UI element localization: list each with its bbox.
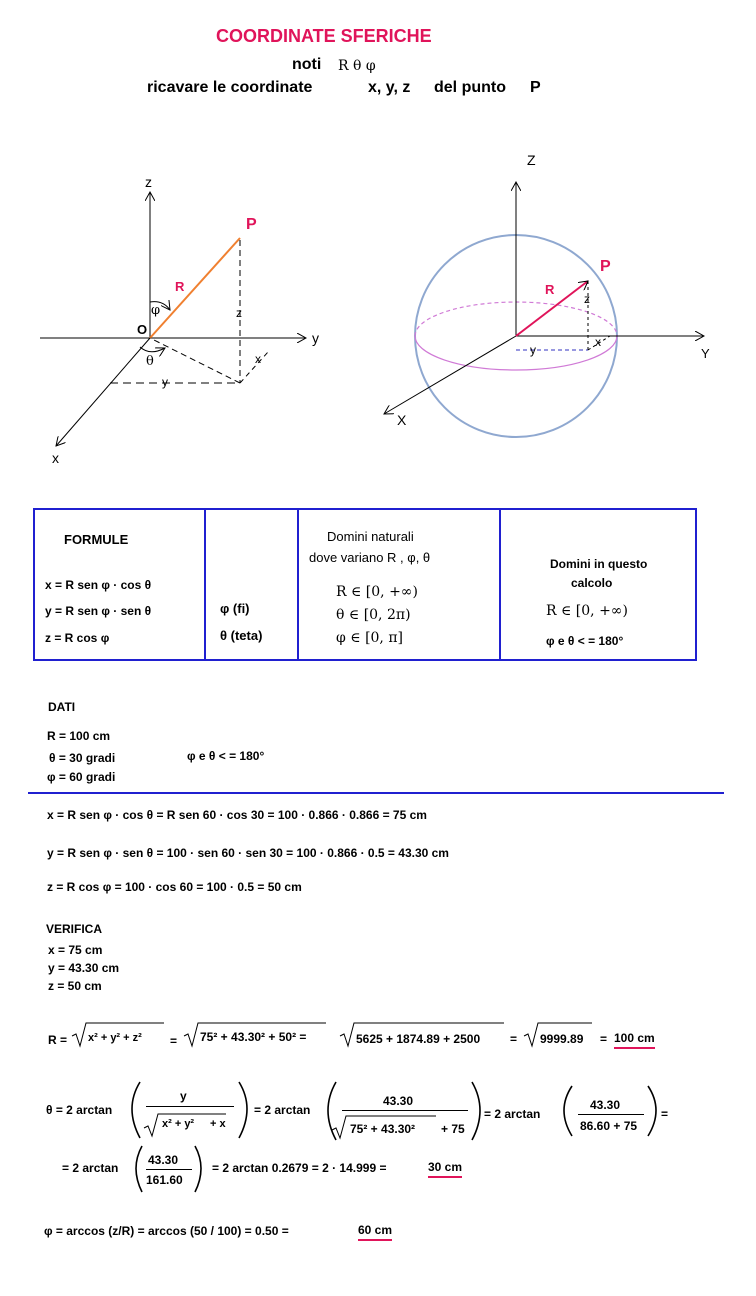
right-radius-label: R [545,282,555,297]
equator-front [415,336,617,370]
given-variables: R θ φ [338,58,376,74]
formula-y: y = R sen φ · sen θ [45,604,152,618]
verifica-y: y = 43.30 cm [48,961,120,975]
calc-x: x = R sen φ · cos θ = R sen 60 · cos 30 = 100 · 0.866 · 0.866 = 75 cm [47,808,427,822]
theta-frac2-den-radicand: 75² + 43.30² [350,1122,416,1136]
calc-y: y = R sen φ · sen θ = 100 · sen 60 · sen 30 = 100 · 0.866 · 0.5 = 43.30 cm [47,846,449,860]
left-theta-label: θ [146,354,154,369]
phi-result: 60 cm [358,1223,392,1241]
left-x-axis [56,338,150,446]
theta-frac3-num: 43.30 [590,1098,621,1112]
left-point-label: P [246,216,257,233]
phi-line: φ = arccos (z/R) = arccos (50 / 100) = 0.50 = [44,1224,289,1238]
dati-theta: θ = 30 gradi [49,751,116,765]
theta-frac1-num: y [180,1089,187,1103]
left-theta-arc [140,347,165,352]
left-z-seg-label: z [236,306,242,320]
calc-z: z = R cos φ = 100 · cos 60 = 100 · 0.5 = 50 cm [47,880,302,894]
theta2-lhs: = 2 arctan [62,1161,119,1175]
verifica-z: z = 50 cm [48,979,102,993]
given-prefix: noti [292,56,322,73]
domain-R: R ∈ [0, +∞) [336,584,418,600]
paren-r-4 [195,1146,201,1192]
paren-r-3 [648,1086,656,1136]
verifica-R-eq2: = [510,1032,518,1046]
origin-label: O [137,322,148,337]
theta2-frac-bar [146,1169,192,1170]
verifica-R-eq3: = [600,1032,608,1046]
theta-frac2-den-tail: + 75 [441,1122,465,1136]
paren-r-1 [239,1082,247,1138]
page-title: COORDINATE SFERICHE [216,26,432,46]
left-radius-label: R [175,279,185,294]
paren-r-2 [472,1082,480,1140]
radicand-3: 5625 + 1874.89 + 2500 [356,1032,481,1046]
domini-header-1: Domini naturali [327,529,414,544]
formula-x: x = R sen φ · cos θ [45,578,152,592]
calc-header-1: Domini in questo [550,557,648,571]
radicand-2: 75² + 43.30² + 50² = [200,1030,307,1044]
theta2-num: 43.30 [148,1153,179,1167]
find-prefix: ricavare le coordinate [147,79,313,96]
right-z-seg-label: z [584,292,590,306]
calc-domain-angles: φ e θ < = 180° [546,634,624,648]
verifica-R-lhs: R = [48,1033,68,1047]
symbol-theta: θ (teta) [220,628,263,643]
verifica-x: x = 75 cm [48,943,103,957]
right-sphere-diagram [384,182,704,437]
theta-frac3-den: 86.60 + 75 [580,1119,638,1133]
theta-eq1: = 2 arctan [254,1103,311,1117]
find-suffix: del punto [434,79,506,96]
calc-domain-R: R ∈ [0, +∞) [546,603,628,619]
dati-constraint: φ e θ < = 180° [187,749,265,763]
find-variables: x, y, z [368,79,411,96]
radicand-4: 9999.89 [540,1032,584,1046]
find-point: P [530,79,541,96]
theta2-result: 30 cm [428,1160,462,1178]
diagrams-svg [0,0,756,500]
right-y-seg-label: y [530,343,536,357]
formula-z: z = R cos φ [45,631,110,645]
dati-header: DATI [48,700,76,714]
table-divider-1 [204,508,206,661]
table-divider-3 [499,508,501,661]
theta2-rest: = 2 arctan 0.2679 = 2 · 14.999 = [212,1161,387,1175]
right-x-label: X [397,412,407,428]
dati-phi: φ = 60 gradi [47,770,116,784]
left-phi-label: φ [151,303,161,318]
left-radius-line [150,238,240,338]
right-point-label: P [600,258,611,275]
left-z-label: z [145,174,152,190]
symbol-phi: φ (fi) [220,601,250,616]
theta-lhs: θ = 2 arctan [46,1103,113,1117]
theta-eq3: = [661,1107,669,1121]
theta2-den: 161.60 [146,1173,183,1187]
right-y-label: Y [701,346,710,361]
formule-header: FORMULE [64,532,129,547]
right-x-axis [384,336,516,414]
left-axes [40,192,306,446]
left-x-label: x [52,450,59,466]
domain-theta: θ ∈ [0, 2π) [336,607,411,623]
theta-eq2: = 2 arctan [484,1107,541,1121]
verifica-R-result: 100 cm [614,1031,655,1049]
domain-phi: φ ∈ [0, π] [336,630,403,646]
theta-frac2-num: 43.30 [383,1094,414,1108]
paren-l-4 [136,1146,142,1192]
radicand-1: x² + y² + z² [88,1032,142,1044]
paren-l-1 [132,1082,140,1138]
theta-frac3-bar [578,1114,644,1115]
paren-l-2 [328,1082,336,1140]
calc-header-2: calcolo [571,576,613,590]
domini-header-2: dove variano R , φ, θ [309,550,431,565]
left-x-seg-label: x [255,352,261,366]
dati-R: R = 100 cm [47,729,111,743]
verifica-header: VERIFICA [46,922,103,936]
left-y-label: y [312,330,319,346]
right-x-seg-label: x [595,335,601,349]
verifica-R-eq1: = [170,1034,178,1048]
section-separator [28,792,724,794]
left-y-seg-label: y [162,375,168,389]
table-divider-2 [297,508,299,661]
right-z-label: Z [527,152,536,168]
theta-frac1-den-tail: + x [210,1118,226,1130]
paren-l-3 [564,1086,572,1136]
theta-frac2-bar [342,1110,468,1111]
theta-frac1-bar [146,1106,234,1107]
theta-frac1-den-radicand: x² + y² [162,1118,195,1130]
left-x-projection [240,352,268,383]
